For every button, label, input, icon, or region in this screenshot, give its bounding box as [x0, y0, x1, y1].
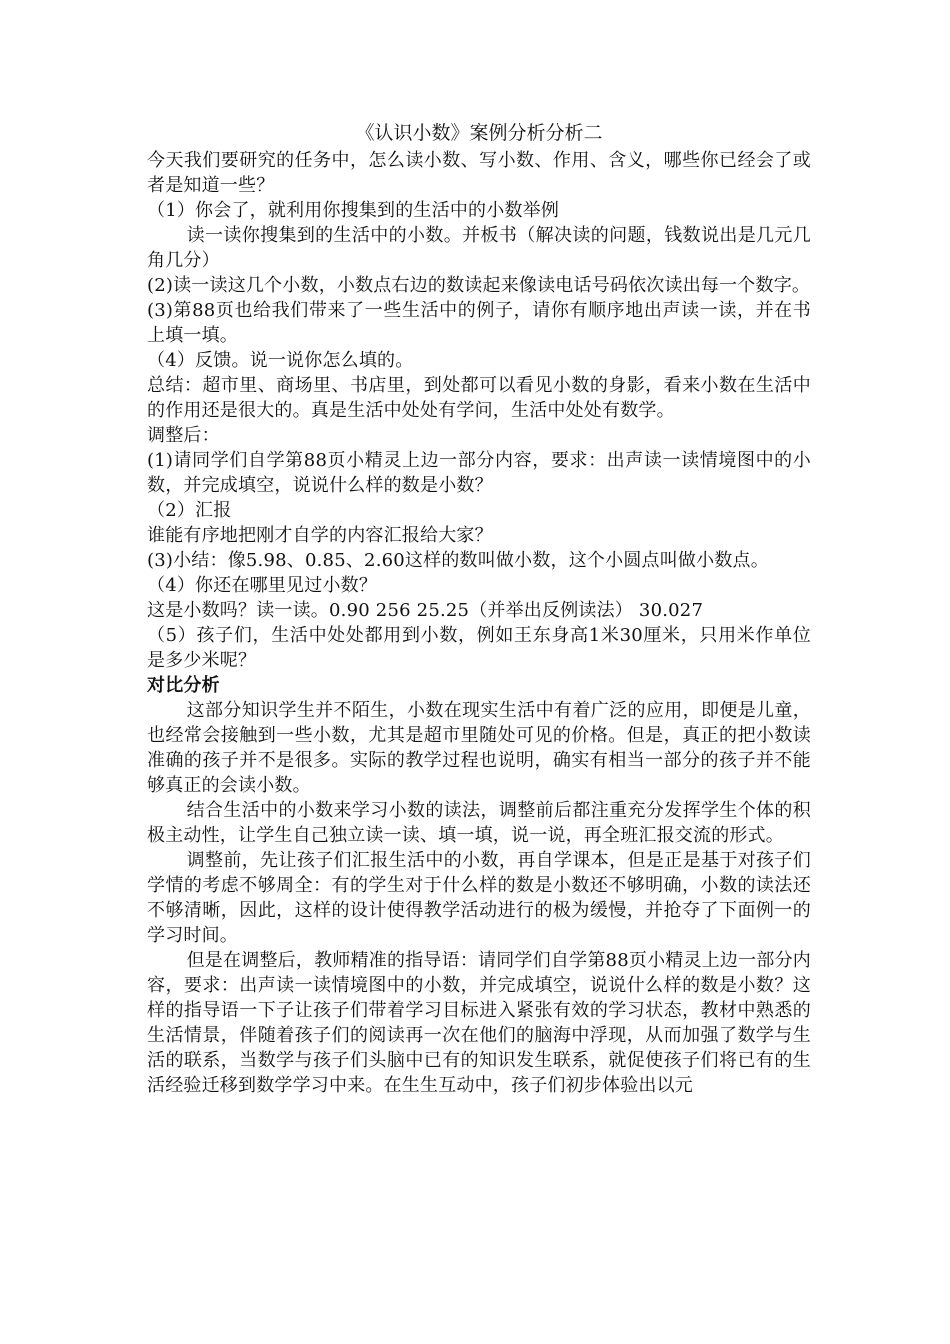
- document-title: 《认识小数》案例分析分析二: [355, 122, 603, 144]
- paragraph-adjusted-2: （2）汇报: [147, 500, 232, 521]
- paragraph-intro: 今天我们要研究的任务中，怎么读小数、写小数、作用、含义，哪些你已经会了或者是知道一些？: [147, 150, 811, 196]
- paragraph-step-4: （4）反馈。说一说你怎么填的。: [147, 350, 414, 371]
- paragraph-summary: 总结：超市里、商场里、书店里，到处都可以看见小数的身影，看来小数在生活中的作用还是很大的。真是生活中处处有学问，生活中处处有数学。: [147, 375, 811, 421]
- paragraph-step-3: (3)第88页也给我们带来了一些生活中的例子，请你有顺序地出声读一读，并在书上填一填。: [147, 300, 811, 346]
- paragraph-analysis-1: 这部分知识学生并不陌生，小数在现实生活中有着广泛的应用，即便是儿童，也经常会接触到一些小数，尤其是超市里随处可见的价格。但是，真正的把小数读准确的孩子并不是很多。实际的教学过程也说明，确实有相当一部分的孩子并不能够真正的会读小数。: [147, 700, 811, 796]
- paragraph-analysis-2: 结合生活中的小数来学习小数的读法，调整前后都注重充分发挥学生个体的积极主动性，让学生自己独立读一读、填一填，说一说，再全班汇报交流的形式。: [147, 800, 811, 846]
- paragraph-read-collected: 读一读你搜集到的生活中的小数。并板书（解决读的问题，钱数说出是几元几角几分）: [147, 225, 811, 271]
- paragraph-adjusted-5: （5）孩子们，生活中处处都用到小数，例如王东身高1米30厘米，只用米作单位是多少米呢？: [147, 625, 811, 671]
- section-heading-analysis: 对比分析: [147, 675, 220, 696]
- paragraph-examples: 这是小数吗？读一读。0.90 256 25.25（并举出反例读法） 30.027: [147, 600, 704, 621]
- paragraph-step-1: （1）你会了，就利用你搜集到的生活中的小数举例: [147, 200, 560, 221]
- document-body: [147, 148, 811, 1098]
- paragraph-adjusted-3: (3)小结：像5.98、0.85、2.60这样的数叫做小数，这个小圆点叫做小数点。: [147, 550, 769, 571]
- paragraph-adjusted-heading: 调整后：: [147, 425, 220, 446]
- paragraph-adjusted-4: （4）你还在哪里见过小数？: [147, 575, 378, 596]
- paragraph-step-2: (2)读一读这几个小数，小数点右边的数读起来像读电话号码依次读出每一个数字。: [147, 275, 811, 296]
- paragraph-analysis-4: 但是在调整后，教师精准的指导语：请同学们自学第88页小精灵上边一部分内容，要求：出声读一读情境图中的小数，并完成填空，说说什么样的数是小数？这样的指导语一下子让孩子们带着学习目标进入紧张有效的学习状态，教材中熟悉的生活情景，伴随着孩子们的阅读再一次在他们的脑海中浮现，从而加强了数学与生活的联系，当数学与孩子们头脑中已有的知识发生联系，就促使孩子们将已有的生活经验迁移到数学学习中来。在生生互动中，孩子们初步体验出以元: [147, 950, 811, 1096]
- paragraph-report: 谁能有序地把刚才自学的内容汇报给大家？: [147, 525, 493, 546]
- paragraph-analysis-3: 调整前，先让孩子们汇报生活中的小数，再自学课本，但是正是基于对孩子们学情的考虑不够周全：有的学生对于什么样的数是小数还不够明确，小数的读法还不够清晰，因此，这样的设计使得教学活动进行的极为缓慢，并抢夺了下面例一的学习时间。: [147, 850, 811, 946]
- paragraph-adjusted-1: (1)请同学们自学第88页小精灵上边一部分内容，要求：出声读一读情境图中的小数，并完成填空，说说什么样的数是小数？: [147, 450, 811, 496]
